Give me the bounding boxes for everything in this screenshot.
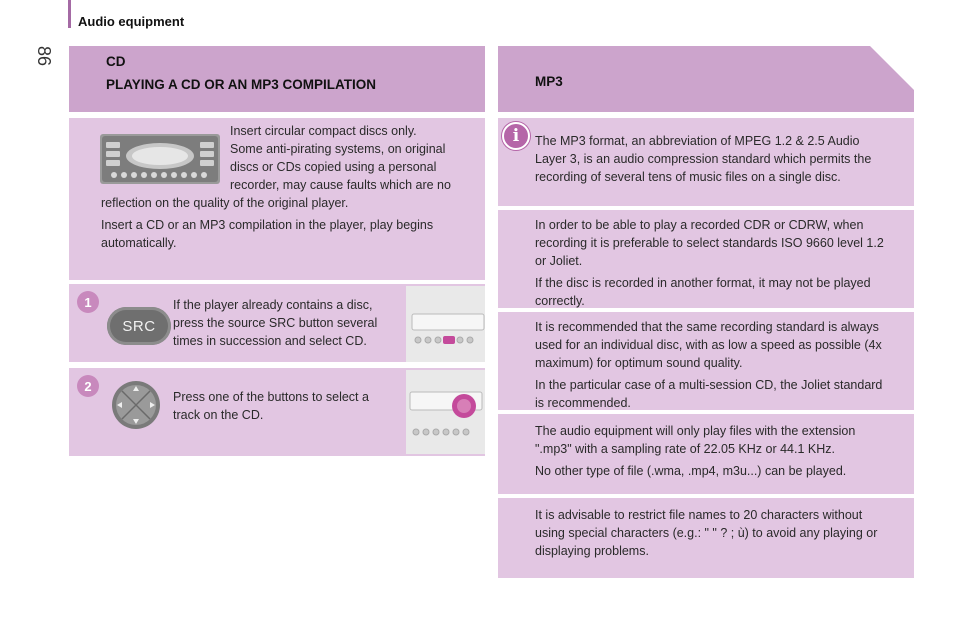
mp3-info-box-1 <box>498 118 914 206</box>
step-1-panel <box>69 284 485 362</box>
mp3-box-4-paragraph-2: No other type of file (.wma, .mp4, m3u...) can be played. <box>535 464 847 478</box>
section-title: Audio equipment <box>78 14 185 29</box>
mp3-box-5-paragraph-1: It is advisable to restrict file names to 20 characters without using special characters (e.g.: " " ? ; ù) to avoid any playing or displaying problems. <box>535 508 878 558</box>
mp3-box-2-paragraph-1: In order to be able to play a recorded CDR or CDRW, when recording it is preferable to select standards ISO 9660 level 1.2 or Joliet. <box>535 218 884 268</box>
mp3-box-2-paragraph-2: If the disc is recorded in another format, it may not be played correctly. <box>535 276 871 308</box>
mp3-info-box-5 <box>498 498 914 578</box>
cd-intro-line: Insert circular compact discs only. <box>230 124 417 138</box>
track-selector-icon <box>111 380 161 430</box>
mp3-box-1-paragraph-1: The MP3 format, an abbreviation of MPEG 1.2 & 2.5 Audio Layer 3, is an audio compression standard which permits the recording of several tens of music files on a single disc. <box>535 134 872 184</box>
step-2-panel <box>69 368 485 456</box>
mp3-info-box-4 <box>498 414 914 494</box>
mp3-info-box-2 <box>498 210 914 308</box>
mp3-box-3-paragraph-2: In the particular case of a multi-session CD, the Joliet standard is recommended. <box>535 378 883 410</box>
cd-intro-line: recorder, may cause faults which are no <box>230 178 451 192</box>
page-number: 86 <box>34 45 55 67</box>
step-2-badge: 2 <box>77 375 99 397</box>
mp3-info-box-3 <box>498 312 914 410</box>
radio-front-panel-icon <box>100 134 220 184</box>
mp3-box-3-paragraph-1: It is recommended that the same recording standard is always used for an individual disc, with as low a speed as possible (4x maximum) for optimum sound quality. <box>535 320 882 370</box>
src-button-icon <box>107 307 171 345</box>
info-icon: i <box>502 122 530 150</box>
cd-intro-lines <box>230 122 480 194</box>
header-accent-bar <box>68 0 71 28</box>
radio-track-button-icon <box>406 370 485 454</box>
cd-intro-line: Some anti-pirating systems, on original <box>230 142 446 156</box>
cd-intro-tail-text: reflection on the quality of the original player. <box>101 196 349 210</box>
cd-intro-line: discs or CDs copied using a personal <box>230 160 437 174</box>
cd-intro-panel <box>69 118 485 280</box>
mp3-box-2-text <box>498 210 893 310</box>
cd-intro-paragraph-2: Insert a CD or an MP3 compilation in the player, play begins automatically. <box>101 218 434 250</box>
mp3-box-3-text <box>498 312 893 412</box>
mp3-box-1-text <box>498 118 893 186</box>
mp3-title: MP3 <box>535 74 563 89</box>
src-button-label: SRC <box>122 317 156 335</box>
cd-subtitle: PLAYING A CD OR AN MP3 COMPILATION <box>106 77 377 92</box>
mp3-box-5-text <box>498 498 893 560</box>
radio-src-button-icon <box>406 286 485 362</box>
step-1-text: If the player already contains a disc, press the source SRC button several times in succession and select CD. <box>173 298 378 348</box>
cd-title: CD <box>106 54 126 69</box>
cd-intro-tail <box>101 194 479 256</box>
mp3-box-4-text <box>498 414 893 480</box>
step-1-badge: 1 <box>77 291 99 313</box>
step-2-text: Press one of the buttons to select a track on the CD. <box>173 390 369 422</box>
mp3-box-4-paragraph-1: The audio equipment will only play files with the extension ".mp3" with a sampling rate of 22.05 KHz or 44.1 KHz. <box>535 424 856 456</box>
